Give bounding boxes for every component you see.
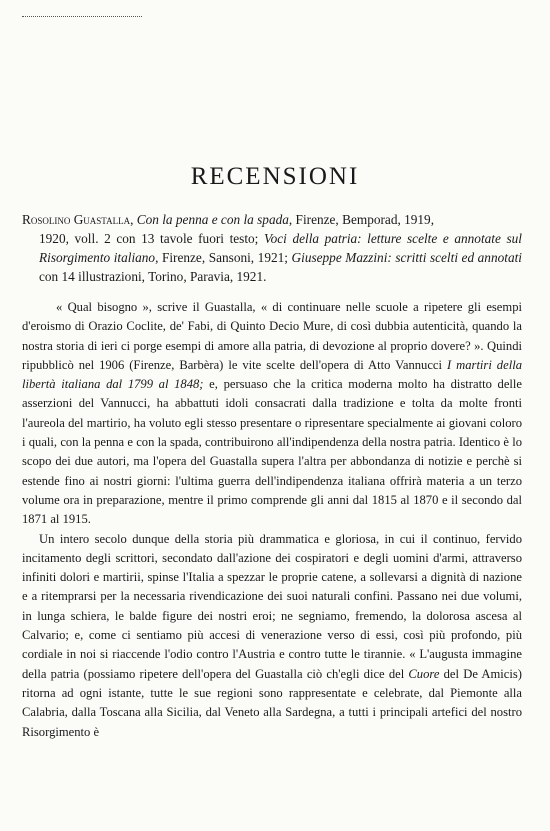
paragraph-1 — [22, 298, 522, 530]
paragraph-text: « Qual bisogno », scrive il Guastalla, « di continuare nelle scuole a ripetere gli esempi d'eroismo di Orazio Coclite, de' Fabi, di Quinto Decio Mure, di così dubbia autenticità, quando la nostra storia di ieri ci porge esempi di amore alla patria, di devozione al proprio dovere? ». Quindi ripubblicò nel 1906 (Firenze, Barbèra) le vite scelte dell'opera di Atto Vannucci — [22, 300, 522, 372]
biblio-text: , Firenze, Bemporad, 1919, — [288, 212, 435, 227]
paragraph-text: del De Amicis) ritorna ad ogni istante, tutte le sue regioni sono rappresentate e celebrate, dal Piemonte alla Calabria, dalla Toscana alla Sicilia, dal Veneto alla Sardegna, a tutti i principali artefici del nostro Risorgimento è — [22, 666, 522, 739]
book-author: Rosolino Guastalla — [22, 212, 131, 227]
book-title-1: Con la penna e con la spada — [136, 212, 289, 227]
cited-title: I martiri della libertà italiana dal 1799 al 1848; — [22, 357, 522, 392]
review-body — [22, 298, 522, 742]
biblio-text: 1920, voll. 2 con 13 tavole fuori testo; — [39, 231, 264, 246]
biblio-text: , Firenze, Sansoni, 1921; — [155, 250, 292, 265]
biblio-continuation — [22, 229, 522, 286]
paragraph-text: e, persuaso che la critica moderna molto ha distratto delle asserzioni del Vannucci, ha abbattuti idoli consacrati dalla tradizione e tolta da molte fronti l'aureola del martirio, ha voluto egli stesso presentare o ripresentare specialmente ai giovani coloro i quali, con la penna e con la spada, contribuirono all'indipendenza della nostra patria. Identico è lo scopo dei due autori, ma l'opera del Guastalla supera l'altra per abbondanza di notizie e perchè si estende fino ai nostri giorni: l'ultima guerra dell'indipendenza italiana offrirà materia a un terzo volume ora in preparazione, mentre il primo comprende gli anni dal 1815 al 1870 e il secondo dal 1871 al 1915. — [22, 377, 522, 527]
header-dotted-rule — [22, 16, 142, 17]
biblio-text: con 14 illustrazioni, Torino, Paravia, 1921. — [39, 269, 267, 284]
cited-title: Cuore — [408, 666, 440, 681]
section-title: RECENSIONI — [190, 163, 360, 190]
book-title-3: Giuseppe Mazzini: scritti scelti ed annotati — [291, 250, 522, 265]
paragraph-2 — [22, 530, 522, 742]
book-title-2: Voci della patria: letture scelte e annotate sul Risorgimento italiano — [39, 231, 523, 265]
bibliographic-entry — [22, 210, 522, 286]
biblio-text: , — [130, 212, 137, 227]
paragraph-text: Un intero secolo dunque della storia più drammatica e gloriosa, in cui il continuo, fervido incitamento degli scrittori, secondato dall'azione dei cospiratori e degli uomini d'armi, attraverso infiniti dolori e martirii, spinse l'Italia a spezzar le proprie catene, a sollevarsi a dignità di nazione e a ritemprarsi per la necessaria rivendicazione dei suoi naturali confini. Passano nei due volumi, in lunga schiera, le balde figure dei nostri eroi; ne segniamo, fremendo, la dolorosa ascesa al Calvario; e, come ci sentiamo più accesi di venerazione verso di essi, così più profondo, più cordiale in noi si riaccende l'odio contro l'Austria e contro tutte le tirannie. « L'augusta immagine della patria (possiamo ripetere dell'opera del Guastalla ciò ch'egli dice del — [22, 531, 522, 681]
